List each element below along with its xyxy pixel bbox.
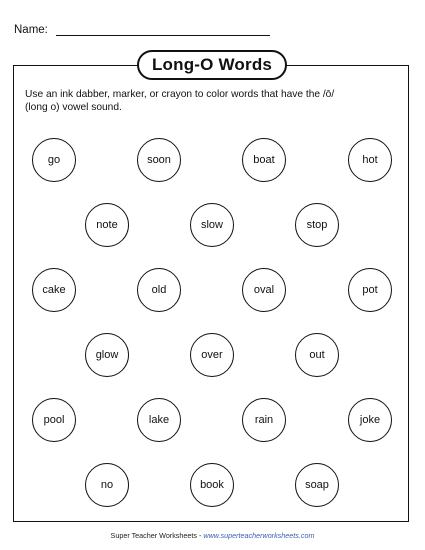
word-circle-rain[interactable] <box>242 398 286 442</box>
word-circle-pot[interactable] <box>348 268 392 312</box>
word-label: over <box>201 349 223 361</box>
word-label: note <box>96 219 118 231</box>
worksheet-title <box>137 50 287 80</box>
word-label: cake <box>42 284 66 296</box>
title-text: Long-O Words <box>151 55 273 74</box>
word-circle-glow[interactable] <box>85 333 129 377</box>
word-label: rain <box>254 414 274 426</box>
word-label: boat <box>253 154 275 166</box>
word-label: go <box>47 154 61 166</box>
word-label: old <box>151 284 167 296</box>
word-circle-soon[interactable] <box>137 138 181 182</box>
word-circle-no[interactable] <box>85 463 129 507</box>
name-row <box>14 24 270 36</box>
word-label: book <box>200 479 224 491</box>
name-input-line[interactable] <box>56 24 270 36</box>
word-circle-joke[interactable] <box>348 398 392 442</box>
word-label: pool <box>43 414 65 426</box>
word-label: lake <box>148 414 170 426</box>
word-circle-book[interactable] <box>190 463 234 507</box>
word-label: soap <box>305 479 329 491</box>
footer-text: Super Teacher Worksheets - <box>110 531 204 540</box>
word-label: no <box>100 479 114 491</box>
word-circle-lake[interactable] <box>137 398 181 442</box>
word-label: glow <box>95 349 119 361</box>
word-circle-boat[interactable] <box>242 138 286 182</box>
word-circle-stop[interactable] <box>295 203 339 247</box>
word-label: hot <box>362 154 378 166</box>
word-circle-cake[interactable] <box>32 268 76 312</box>
name-label: Name: <box>14 24 48 36</box>
word-label: pot <box>362 284 378 296</box>
word-label: slow <box>200 219 223 231</box>
word-label: out <box>309 349 325 361</box>
word-circle-note[interactable] <box>85 203 129 247</box>
word-label: soon <box>147 154 171 166</box>
word-circle-pool[interactable] <box>32 398 76 442</box>
word-label: oval <box>253 284 275 296</box>
word-circle-hot[interactable] <box>348 138 392 182</box>
footer <box>0 531 425 540</box>
footer-link[interactable]: www.superteacherworksheets.com <box>203 531 315 540</box>
word-circle-oval[interactable] <box>242 268 286 312</box>
word-circle-soap[interactable] <box>295 463 339 507</box>
word-circle-go[interactable] <box>32 138 76 182</box>
word-circle-over[interactable] <box>190 333 234 377</box>
word-circle-out[interactable] <box>295 333 339 377</box>
word-circle-old[interactable] <box>137 268 181 312</box>
word-label: joke <box>359 414 381 426</box>
word-circle-slow[interactable] <box>190 203 234 247</box>
instructions: Use an ink dabber, marker, or crayon to color words that have the /ō/ (long o) vowel sound. <box>25 89 335 113</box>
word-label: stop <box>306 219 328 231</box>
